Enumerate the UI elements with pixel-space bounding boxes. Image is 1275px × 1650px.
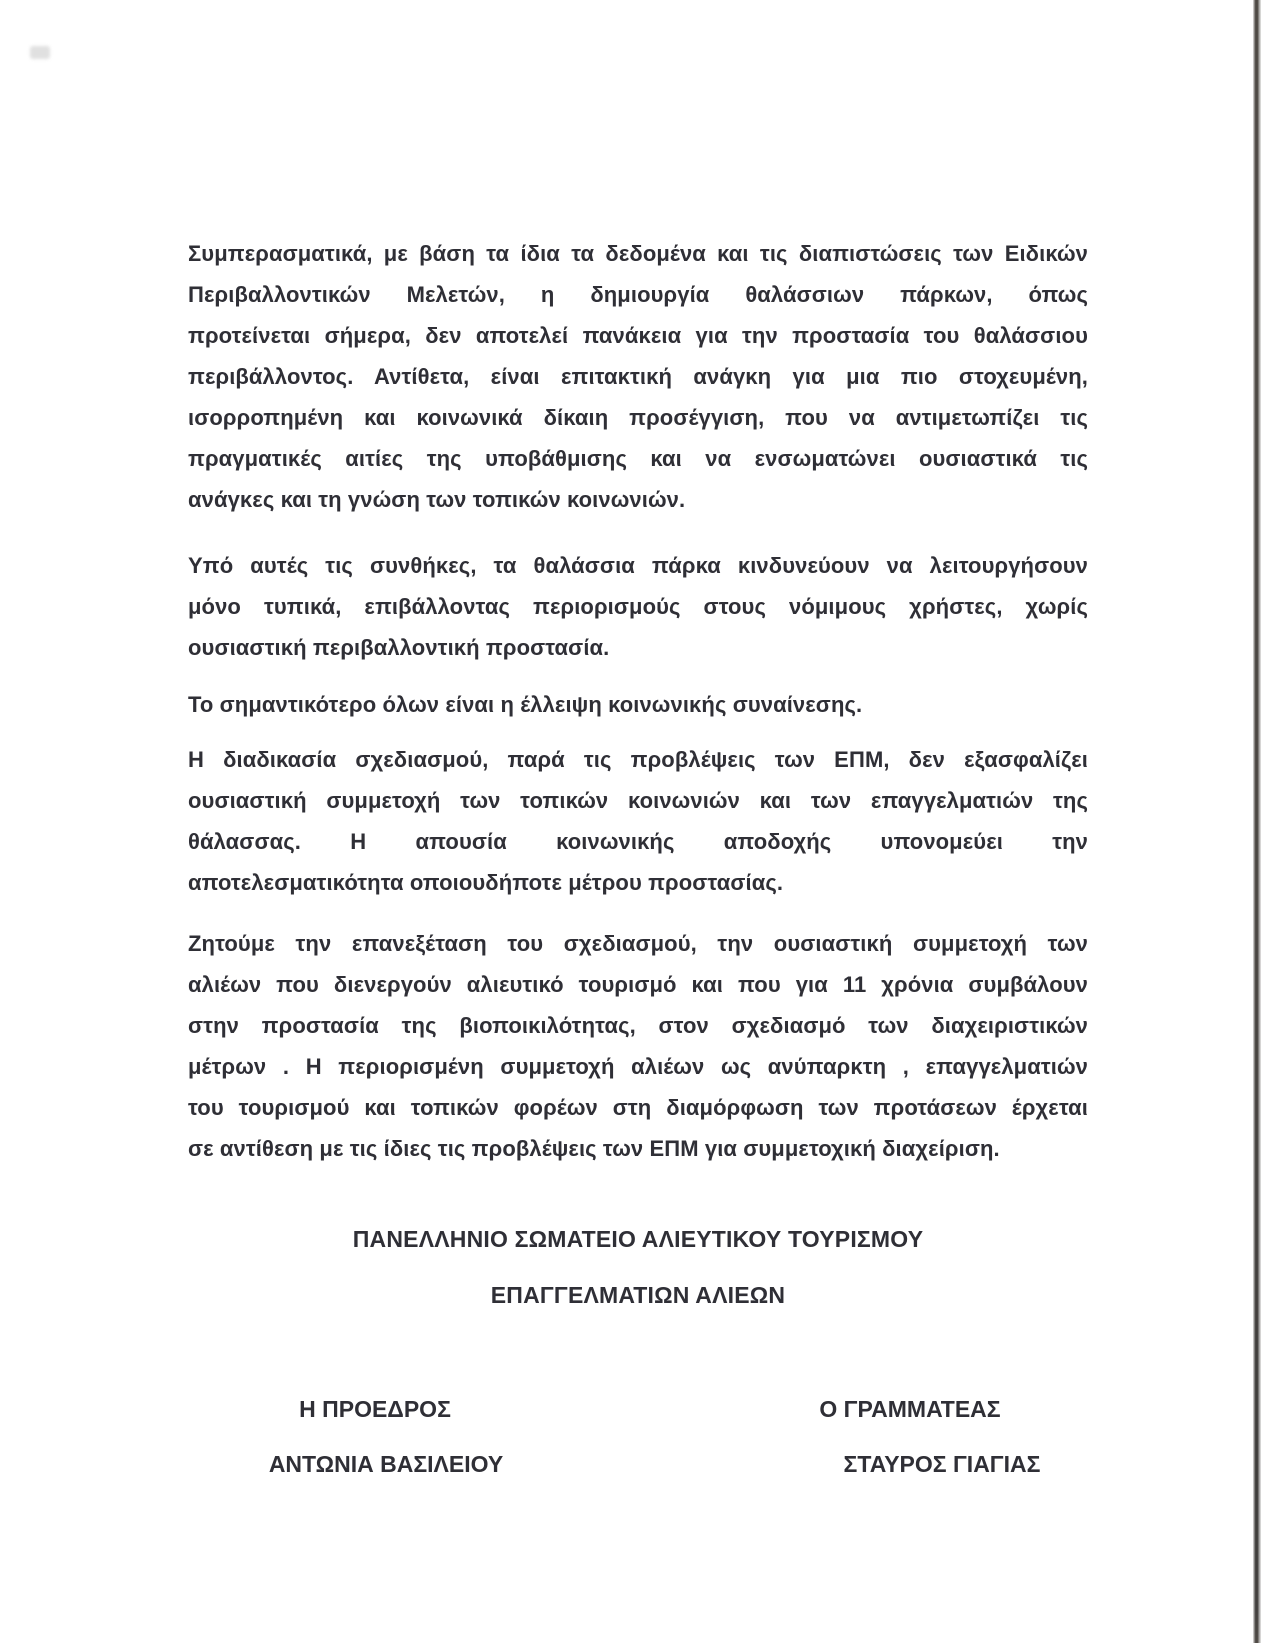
text-line: ουσιαστική συμμετοχή των τοπικών κοινωνιών και των επαγγελματιών της xyxy=(188,788,1088,813)
paragraph xyxy=(188,684,1088,725)
paragraph xyxy=(188,739,1088,903)
signature-block xyxy=(188,1389,1088,1485)
text-line: πραγματικές αιτίες της υποβάθμισης και να ενσωματώνει ουσιαστικά τις xyxy=(188,446,1088,471)
text-line: Υπό αυτές τις συνθήκες, τα θαλάσσια πάρκα κινδυνεύουν να λειτουργήσουν xyxy=(188,553,1088,578)
paragraph xyxy=(188,233,1088,520)
organization-name-line-1: ΠΑΝΕΛΛΗΝΙΟ ΣΩΜΑΤΕΙΟ ΑΛΙΕΥΤΙΚΟΥ ΤΟΥΡΙΣΜΟΥ xyxy=(352,1226,924,1252)
document-body xyxy=(188,233,1088,1169)
scan-edge-bar-artifact xyxy=(1253,0,1261,1643)
organization-heading xyxy=(188,1219,1088,1316)
paragraph xyxy=(188,545,1088,668)
signature-left-name: ΑΝΤΩΝΙΑ ΒΑΣΙΛΕΙΟΥ xyxy=(268,1451,504,1477)
text-line: αλιέων που διενεργούν αλιευτικό τουρισμό και που για 11 χρόνια συμβάλουν xyxy=(188,972,1088,997)
text-line: Συμπερασματικά, με βάση τα ίδια τα δεδομένα και τις διαπιστώσεις των Ειδικών xyxy=(188,241,1088,266)
text-line: σε αντίθεση με τις ίδιες τις προβλέψεις των ΕΠΜ για συμμετοχική διαχείριση. xyxy=(188,1136,1000,1161)
text-line: μέτρων . Η περιορισμένη συμμετοχή αλιέων ως ανύπαρκτη , επαγγελματιών xyxy=(188,1054,1088,1079)
text-line: Ζητούμε την επανεξέταση του σχεδιασμού, την ουσιαστική συμμετοχή των xyxy=(188,931,1088,956)
text-line: ανάγκες και τη γνώση των τοπικών κοινωνιών. xyxy=(188,487,686,512)
text-line: Το σημαντικότερο όλων είναι η έλλειψη κοινωνικής συναίνεσης. xyxy=(188,692,863,717)
text-line: προτείνεται σήμερα, δεν αποτελεί πανάκεια για την προστασία του θαλάσσιου xyxy=(188,323,1088,348)
text-line: θάλασσας. Η απουσία κοινωνικής αποδοχής υπονομεύει την xyxy=(188,829,1088,854)
signature-left xyxy=(188,1389,562,1485)
organization-name-line-2: ΕΠΑΓΓΕΛΜΑΤΙΩΝ ΑΛΙΕΩΝ xyxy=(490,1282,786,1308)
text-line: αποτελεσματικότητα οποιουδήποτε μέτρου προστασίας. xyxy=(188,870,784,895)
text-line: μόνο τυπικά, επιβάλλοντας περιορισμούς στους νόμιμους χρήστες, χωρίς xyxy=(188,594,1088,619)
text-line: στην προστασία της βιοποικιλότητας, στον σχεδιασμό των διαχειριστικών xyxy=(188,1013,1088,1038)
scan-smudge-artifact xyxy=(30,46,50,59)
paragraph xyxy=(188,923,1088,1169)
signature-right xyxy=(762,1389,1088,1485)
text-line: του τουρισμού και τοπικών φορέων στη διαμόρφωση των προτάσεων έρχεται xyxy=(188,1095,1088,1120)
text-line: ισορροπημένη και κοινωνικά δίκαιη προσέγγιση, που να αντιμετωπίζει τις xyxy=(188,405,1088,430)
text-line: Περιβαλλοντικών Μελετών, η δημιουργία θαλάσσιων πάρκων, όπως xyxy=(188,282,1088,307)
text-line: ουσιαστική περιβαλλοντική προστασία. xyxy=(188,635,610,660)
signature-left-title: Η ΠΡΟΕΔΡΟΣ xyxy=(299,1396,451,1422)
text-line: Η διαδικασία σχεδιασμού, παρά τις προβλέψεις των ΕΠΜ, δεν εξασφαλίζει xyxy=(188,747,1088,772)
signature-right-title: Ο ΓΡΑΜΜΑΤΕΑΣ xyxy=(819,1396,1001,1422)
signature-right-name: ΣΤΑΥΡΟΣ ΓΙΑΓΙΑΣ xyxy=(843,1451,1041,1477)
text-line: περιβάλλοντος. Αντίθετα, είναι επιτακτική ανάγκη για μια πιο στοχευμένη, xyxy=(188,364,1088,389)
